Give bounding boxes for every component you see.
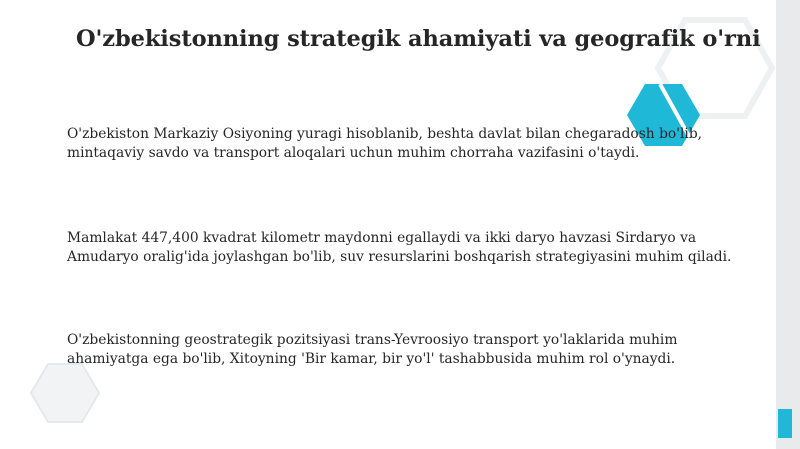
paragraph-location: O'zbekiston Markaziy Osiyoning yuragi hisoblanib, beshta davlat bilan chegaradosh bo'lib, mintaqaviy savdo va transport aloqalari uchun muhim chorraha vazifasini o'taydi.: [67, 126, 703, 161]
paragraph-area: Mamlakat 447,400 kvadrat kilometr maydonni egallaydi va ikki daryo havzasi Sirdaryo va Amudaryo oralig'ida joylashgan bo'lib, suv resurslarini boshqarish strategiyasini muhim qiladi.: [67, 230, 732, 265]
accent-tab: [778, 409, 792, 438]
hexagon-outline-icon: [31, 364, 99, 422]
slide-title: O'zbekistonning strategik ahamiyati va geografik o'rni: [76, 26, 761, 52]
paragraph-geostrategy: O'zbekistonning geostrategik pozitsiyasi trans-Yevroosiyo transport yo'laklarida muhim ahamiyatga ega bo'lib, Xitoyning 'Bir kamar, bir yo'l' tashabbusida muhim rol o'ynaydi.: [67, 332, 678, 367]
